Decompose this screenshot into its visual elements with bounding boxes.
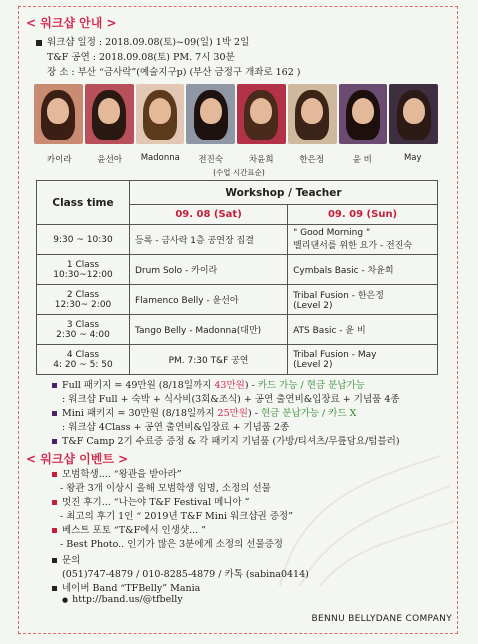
schedule-cell-time: 1 Class 10:30~12:00 (37, 255, 130, 285)
schedule-cell-sat: Tango Belly - Madonna(대만) (130, 315, 288, 345)
schedule-cell-sat: PM. 7:30 T&F 공연 (130, 345, 288, 375)
schedule-table (36, 180, 438, 375)
bullet-icon (36, 40, 42, 46)
schedule-cell-sat: Flamenco Belly - 윤선아 (130, 285, 288, 315)
instructor-name: 윤 비 (352, 155, 372, 165)
venue-line: 장 소 : 부산 “금사락”(예술지구p) (부산 금정구 개좌로 162 ) (47, 67, 301, 78)
instructor-photo (186, 84, 235, 144)
bullet-icon (52, 500, 57, 505)
contact-phones: (051)747-4879 / 010-8285-4879 / 카톡 (sabina0414) (62, 569, 309, 580)
instructor-photo (136, 84, 185, 144)
schedule-row (37, 285, 438, 315)
mini-package-detail: : 워크샵 4Class + 공연 출연비&입장료 + 기념품 2종 (62, 422, 290, 433)
instructor-photos (34, 84, 438, 144)
band-url[interactable]: ● http://band.us/@tfbelly (62, 594, 183, 605)
bullet-icon (52, 472, 57, 477)
schedule-cell-sun: " Good Morning " 밸리댄서를 위한 요가 - 전진숙 (288, 225, 438, 255)
workshop-info-title: < 워크샵 안내 > (26, 16, 117, 30)
event-3: 베스트 포토 “T&F에서 인생샷... ” (52, 522, 206, 536)
instructor-photo (34, 84, 83, 144)
schedule-cell-sun: Tribal Fusion - May (Level 2) (288, 345, 438, 375)
class-time-header: Class time (37, 181, 130, 225)
day1-header: 09. 08 (Sat) (130, 205, 288, 225)
event-1-detail: - 왕관 3개 이상시 올해 모범학생 임명, 소정의 선물 (60, 483, 271, 494)
schedule-row (37, 345, 438, 375)
schedule-cell-sun: Cymbals Basic - 차윤희 (288, 255, 438, 285)
schedule-row (37, 225, 438, 255)
schedule-cell-sun: Tribal Fusion - 한은정 (Level 2) (288, 285, 438, 315)
schedule-cell-time: 2 Class 12:30~ 2:00 (37, 285, 130, 315)
company-footer: BENNU BELLYDANE COMPANY (311, 614, 452, 624)
instructor-name: May (403, 153, 422, 163)
bullet-icon (52, 383, 57, 388)
event-1: 모범학생.... “왕관을 받아라” (52, 466, 182, 480)
workshop-header: Workshop / Teacher (130, 181, 438, 205)
instructor-photo (288, 84, 337, 144)
instructor-name: 카이라 (46, 155, 72, 165)
schedule-cell-sat: 등록 - 금사락 1층 공연장 집결 (130, 225, 288, 255)
full-package: Full 패키지 = 49만원 (8/18일까지 43만원) - 카드 가능 / 현금 분납가능 (52, 377, 365, 391)
schedule-cell-time: 4 Class 4: 20 ~ 5: 50 (37, 345, 130, 375)
instructor-name: 한은정 (299, 155, 325, 165)
schedule-cell-sat: Drum Solo - 카이라 (130, 255, 288, 285)
instructor-photo (237, 84, 286, 144)
event-3-detail: - Best Photo.. 인기가 많은 3분에게 소정의 선물증정 (60, 539, 283, 550)
instructor-photo (85, 84, 134, 144)
schedule-row (37, 315, 438, 345)
schedule-row (37, 255, 438, 285)
instructor-photo (389, 84, 438, 144)
schedule-cell-sun: ATS Basic - 윤 비 (288, 315, 438, 345)
bullet-icon (52, 411, 57, 416)
photo-note: (수업 시간표순) (213, 168, 265, 177)
instructor-name: 차윤희 (248, 155, 274, 165)
instructor-name: Madonna (140, 153, 180, 163)
bullet-icon (52, 586, 57, 591)
camp-line: T&F Camp 2기 수료증 증정 & 각 패키지 기념품 (가방/티셔츠/무릎담요/텀블러) (52, 433, 400, 447)
contact-label: 문의 (52, 552, 80, 566)
instructor-photo (339, 84, 388, 144)
full-package-detail: : 워크샵 Full + 숙박 + 식사비(3회&조식) + 공연 출연비&입장료 + 기념품 4종 (62, 394, 400, 405)
mini-package: Mini 패키지 = 30만원 (8/18일까지 25만원) - 현금 분납가능 / 카드 X (52, 405, 356, 419)
band-line: 네이버 Band “TFBelly” Mania (52, 580, 200, 594)
bullet-icon (52, 558, 57, 563)
schedule-line: 워크샵 일정 : 2018.09.08(토)~09(일) 1박 2일 (36, 34, 249, 48)
dot-icon: ● (62, 596, 69, 604)
schedule-cell-time: 3 Class 2:30 ~ 4:00 (37, 315, 130, 345)
bullet-icon (52, 439, 57, 444)
instructor-name: 전진숙 (198, 155, 224, 165)
event-2: 멋진 후기... “나는야 T&F Festival 메니아 ” (52, 494, 250, 508)
performance-line: T&F 공연 : 2018.09.08(토) PM. 7시 30분 (47, 52, 235, 63)
bullet-icon (52, 528, 57, 533)
instructor-name: 윤선아 (97, 155, 123, 165)
day2-header: 09. 09 (Sun) (288, 205, 438, 225)
schedule-cell-time: 9:30 ~ 10:30 (37, 225, 130, 255)
events-title: < 워크샵 이벤트 > (26, 452, 129, 466)
event-2-detail: - 최고의 후기 1인 “ 2019년 T&F Mini 워크샵권 증정” (60, 511, 293, 522)
instructor-names (34, 153, 438, 165)
